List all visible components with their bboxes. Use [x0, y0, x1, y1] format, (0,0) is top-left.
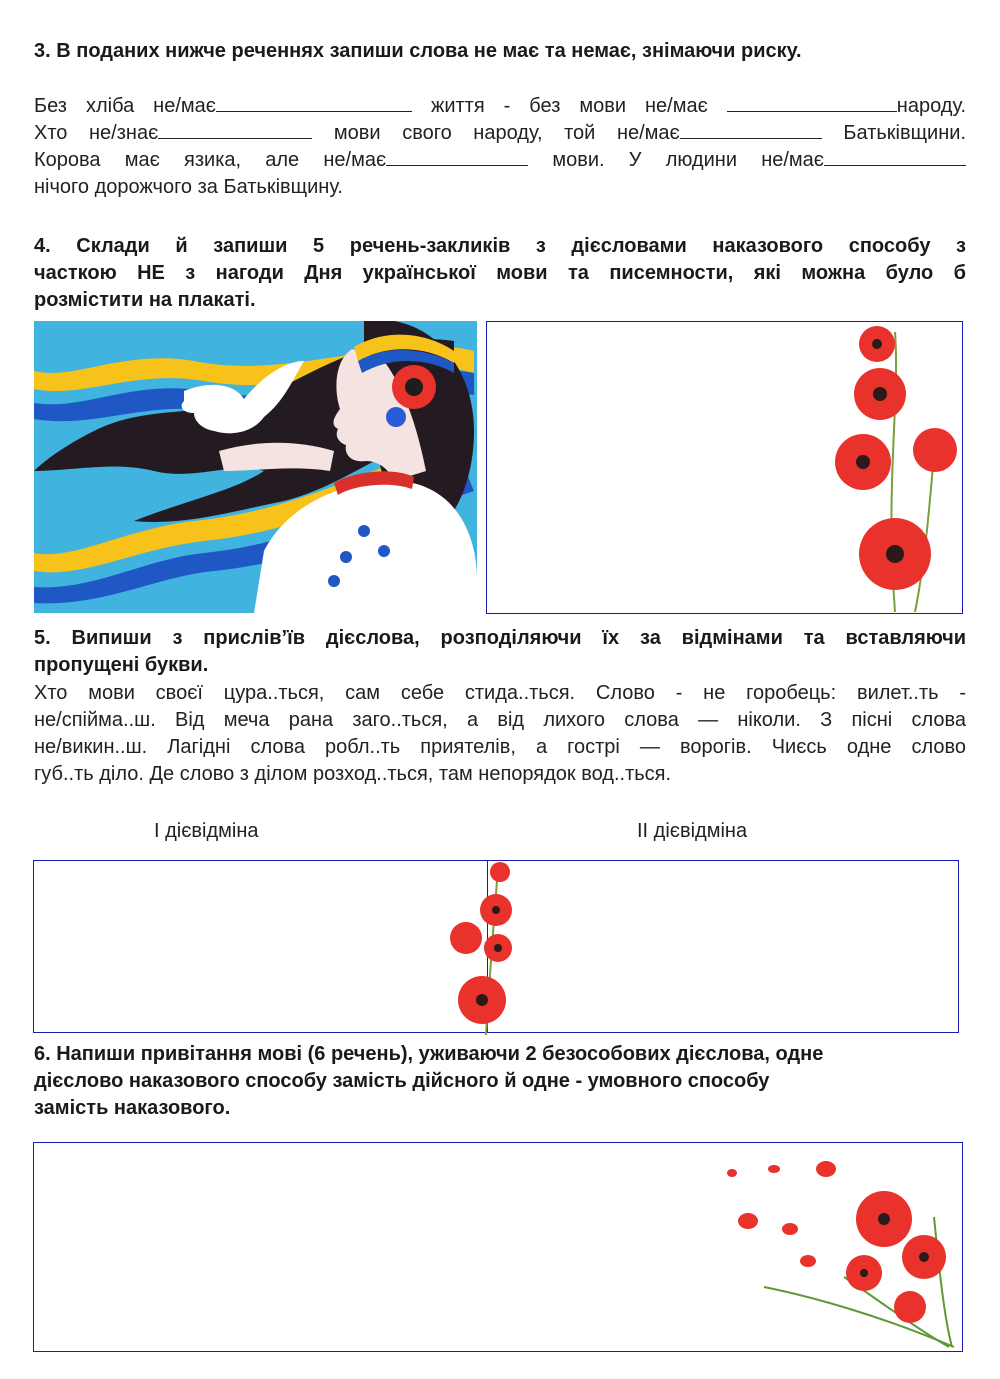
- task4-answer-box[interactable]: [486, 321, 963, 614]
- girl-with-dove-illustration: [34, 321, 477, 613]
- answer-blank[interactable]: [158, 120, 312, 139]
- answer-blank[interactable]: [680, 120, 822, 139]
- poppy-flowers-icon: [446, 860, 528, 1035]
- task3-text: [34, 93, 966, 201]
- poppy-flowers-icon: [825, 322, 963, 612]
- column-header-second-conjugation: ІІ дієвідміна: [637, 820, 748, 842]
- task4-title: 4. Склади й запиши 5 речень-закликів з дієсловами наказового способу з часткою НЕ з нагоди Дня української мови та писемности, які можна було б розмістити на плакаті.: [34, 235, 966, 311]
- column-header-first-conjugation: І дієвідміна: [154, 820, 259, 842]
- second-conjugation-answer-box[interactable]: [487, 860, 959, 1033]
- task6-answer-box[interactable]: [33, 1142, 963, 1352]
- task3-line2: Хто не/знає мови свого народу, той не/має Батьківщини.: [34, 122, 966, 144]
- task3-title: 3. В поданих нижче реченнях запиши слова не має та немає, знімаючи риску.: [34, 40, 802, 62]
- task5-proverbs: Хто мови своєї цура..ться, сам себе стида..ться. Слово - не горобець: вилет..ть - не/спійма..ш. Від меча рана заго..ться, а від лихого слова — ніколи. З пісні слова не/викин..ш. Лагідні слова робл..ть приятелів, а гострі — ворогів. Чиєсь одне слово губ..ть діло. Де слово з ділом розход..ться, там непорядок вод..ться.: [34, 682, 966, 785]
- poppy-flowers-icon: [724, 1157, 962, 1351]
- answer-blank[interactable]: [216, 93, 412, 112]
- answer-blank[interactable]: [727, 93, 897, 112]
- answer-blank[interactable]: [386, 147, 528, 166]
- task6-title: 6. Напиши привітання мові (6 речень), уживаючи 2 безособових дієслова, одне дієслово наказового способу замість дійсного й одне - умовного способу замість наказового.: [34, 1043, 824, 1119]
- answer-blank[interactable]: [824, 147, 966, 166]
- first-conjugation-answer-box[interactable]: [33, 860, 488, 1033]
- task5-title: 5. Випиши з прислів’їв дієслова, розподіляючи їх за відмінами та вставляючи пропущені букви.: [34, 627, 966, 676]
- task3-line3: Корова має язика, але не/має мови. У людини не/має: [34, 147, 966, 174]
- task3-line1: Без хліба не/має життя - без мови не/має народу.: [34, 95, 966, 117]
- task3-line4: нічого дорожчого за Батьківщину.: [34, 176, 343, 198]
